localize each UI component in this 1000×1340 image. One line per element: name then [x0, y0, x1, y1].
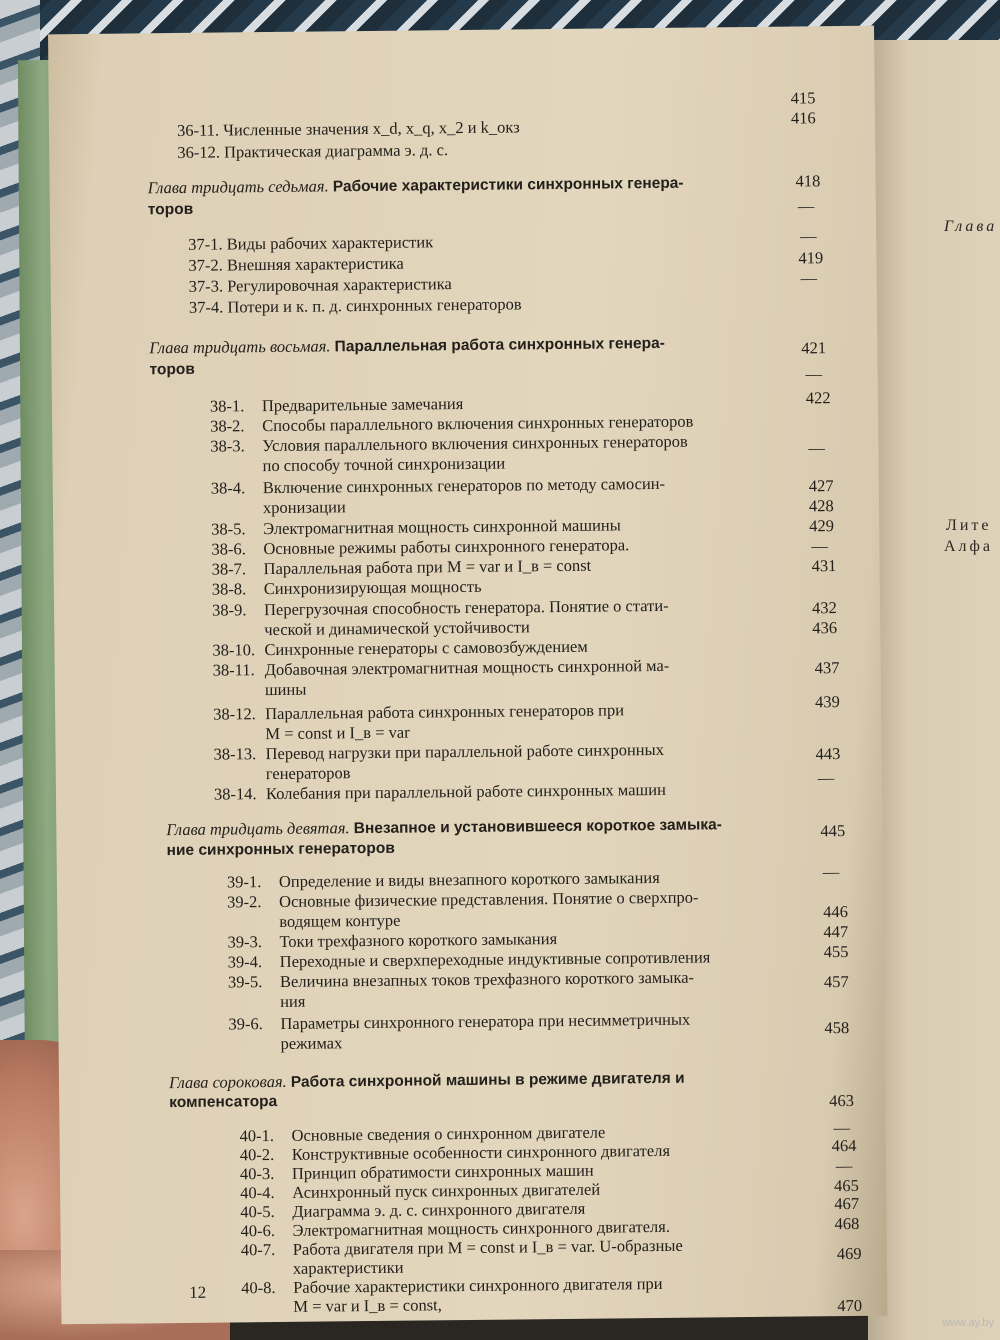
facing-page-text: Глава: [944, 218, 998, 235]
page-number: 419: [798, 248, 824, 268]
section-number: 40-6.: [240, 1221, 276, 1241]
page-number: 468: [834, 1213, 860, 1234]
section-number: 38-9.: [211, 600, 247, 620]
page-number: —: [822, 862, 840, 882]
toc-entry: [214, 780, 666, 804]
section-number: 38-6.: [211, 539, 246, 559]
section-number: 38-11.: [212, 660, 255, 680]
section-number: 39-2.: [227, 892, 262, 912]
section-title: Конструктивные особенности синхронного двигателя: [291, 1140, 671, 1164]
chapter-title-cont: ние синхронных генераторов: [166, 839, 395, 860]
page-number: 445: [820, 821, 846, 841]
section-number: 38-13.: [213, 744, 257, 764]
chapter-label: Глава сороковая.: [168, 1071, 287, 1093]
toc-entry: [213, 740, 664, 764]
page-number: 447: [823, 921, 849, 942]
page-number: 446: [823, 901, 849, 922]
toc-entry-cont: M = const и I_в = var: [265, 722, 410, 744]
section-title: Перегрузочная способность генератора. Понятие о стати-: [263, 595, 669, 620]
section-number: 37-2.: [188, 255, 223, 275]
chapter-title-cont: торов: [147, 200, 194, 219]
toc-entry: [241, 1236, 683, 1260]
toc-entry: [228, 1010, 690, 1034]
page-number: 455: [823, 941, 849, 962]
chapter-title-cont: торов: [149, 360, 195, 379]
chapter-title-cont: компенсатора: [169, 1092, 278, 1112]
section-number: 36-11.: [176, 120, 220, 140]
section-number: 39-4.: [227, 952, 263, 972]
chapter-label: Глава тридцать восьмая.: [149, 336, 331, 358]
toc-entry-cont: M = var и I_в = const,: [293, 1295, 442, 1316]
facing-page-text: Алфа: [944, 538, 994, 555]
section-number: 40-7.: [240, 1240, 276, 1260]
section-title: Включение синхронных генераторов по методу самосин-: [262, 473, 666, 498]
section-number: 40-5.: [240, 1202, 275, 1222]
page-number: 418: [795, 171, 821, 191]
chapter-heading: [148, 173, 684, 199]
section-title: Колебания при параллельной работе синхронных машин: [265, 779, 666, 804]
toc-entry: [177, 117, 520, 140]
page-number: 428: [808, 496, 834, 516]
toc-entry-cont: ческой и динамической устойчивости: [264, 617, 530, 640]
section-number: 38-10.: [212, 640, 256, 660]
section-title: Потери и к. п. д. синхронных генераторов: [227, 294, 522, 317]
page-number: —: [811, 536, 829, 556]
section-number: 37-1.: [188, 234, 223, 254]
page-number: —: [833, 1117, 851, 1138]
toc-entry-cont: ния: [280, 991, 306, 1011]
section-number: 38-8.: [211, 579, 247, 599]
section-title: Принцип обратимости синхронных машин: [291, 1160, 594, 1183]
page-number: 464: [831, 1135, 857, 1156]
section-title: Основные сведения о синхронном двигателе: [291, 1122, 606, 1145]
section-title: Параллельная работа при M = var и I_в = const: [263, 555, 592, 579]
page-number: 439: [814, 692, 840, 712]
page-number: —: [835, 1155, 853, 1176]
toc-entry-cont: генераторов: [265, 763, 351, 784]
page-number: —: [817, 768, 835, 788]
section-title: Определение и виды внезапного короткого замыкания: [278, 867, 660, 891]
section-title: Численные значения x_d, x_q, x_2 и k_окз: [223, 117, 520, 140]
page-number: 463: [829, 1090, 855, 1111]
page-number: 427: [808, 476, 834, 496]
section-number: 40-8.: [241, 1278, 276, 1298]
section-title: Работа двигателя при M = const и I_в = var. U-образные: [292, 1235, 683, 1259]
section-title: Параллельная работа синхронных генераторов при: [265, 700, 625, 724]
section-number: 39-3.: [227, 932, 263, 952]
section-number: 37-4.: [188, 297, 224, 317]
chapter-heading: [169, 1068, 685, 1093]
toc-entry: [212, 596, 669, 620]
toc-entry: [210, 432, 688, 456]
page-number: —: [800, 226, 817, 246]
page-number: —: [797, 196, 815, 216]
chapter-heading: [166, 814, 722, 840]
chapter-label: Глава тридцать девятая.: [166, 818, 350, 840]
toc-entry: [227, 888, 699, 912]
section-number: 38-7.: [211, 559, 247, 579]
toc-entry: [212, 637, 587, 660]
section-number: 39-5.: [227, 972, 263, 992]
toc-entry: [189, 294, 522, 316]
section-number: 38-5.: [211, 519, 246, 539]
toc-entry: [188, 232, 433, 254]
chapter-title: Параллельная работа синхронных генера-: [334, 334, 665, 356]
section-title: Виды рабочих характеристик: [226, 232, 434, 254]
chapter-label: Глава тридцать седьмая.: [147, 176, 329, 198]
page-number: 437: [814, 658, 840, 678]
section-title: Электромагнитная мощность синхронного двигателя.: [292, 1216, 671, 1240]
section-number: 39-6.: [228, 1014, 263, 1034]
section-title: Практическая диаграмма э. д. с.: [223, 140, 449, 162]
chapter-title: Рабочие характеристики синхронных генера-: [332, 174, 684, 196]
section-title: Основные физические представления. Понятие о сверхпро-: [279, 887, 699, 911]
section-title: Электромагнитная мощность синхронной машины: [263, 515, 621, 539]
section-number: 40-1.: [239, 1126, 275, 1146]
section-title: Переходные и сверхпереходные индуктивные сопротивления: [279, 947, 711, 971]
toc-entry: [212, 556, 592, 579]
page-number: 436: [812, 618, 838, 638]
toc-entry: [241, 1274, 663, 1297]
page-number: 469: [836, 1243, 862, 1264]
facing-page-text: Лите: [946, 517, 992, 534]
toc-entry-cont: характеристики: [292, 1257, 404, 1278]
toc-entry: [212, 577, 482, 599]
page-number: 421: [801, 338, 827, 358]
section-title: Условия параллельного включения синхронных генераторов: [262, 431, 688, 456]
chapter-title: Внезапное и установившееся короткое замыка-: [353, 816, 722, 838]
page-number: —: [805, 364, 823, 384]
section-title: Внешняя характеристика: [226, 253, 404, 275]
toc-entry-cont: хронизации: [262, 497, 346, 518]
section-title: Перевод нагрузки при параллельной работе синхронных: [265, 739, 665, 764]
page-number: 457: [823, 971, 849, 992]
toc-entry: [213, 700, 624, 723]
section-number: 40-3.: [239, 1164, 275, 1184]
toc-entry-cont: режимах: [280, 1033, 343, 1053]
toc-entry-cont: шины: [264, 679, 307, 700]
section-number: 38-14.: [213, 784, 257, 804]
toc-entry-cont: водящем контуре: [279, 910, 401, 931]
book-page: [48, 26, 887, 1325]
page-number: 416: [790, 108, 816, 128]
section-number: 39-1.: [226, 872, 262, 892]
section-title: Асинхронный пуск синхронных двигателей: [292, 1179, 601, 1202]
section-number: 38-12.: [213, 704, 256, 724]
toc-entry: [240, 1141, 670, 1165]
section-title: Основные режимы работы синхронного генератора.: [263, 535, 630, 559]
page-number: —: [808, 438, 825, 458]
facing-page: [868, 40, 1000, 1340]
section-number: 38-3.: [210, 436, 245, 456]
page-number: 429: [809, 516, 835, 536]
section-title: Регулировочная характеристика: [227, 274, 452, 296]
section-number: 38-4.: [210, 478, 246, 498]
page-number: 467: [834, 1193, 860, 1214]
page-number: 415: [790, 88, 816, 108]
section-title: Добавочная электромагнитная мощность синхронной ма-: [264, 655, 670, 680]
section-title: Токи трехфазного короткого замыкания: [279, 929, 558, 951]
section-title: Синхронизирующая мощность: [263, 576, 482, 599]
chapter-title: Работа синхронной машины в режиме двигателя и: [290, 1069, 685, 1091]
section-title: Диаграмма э. д. с. синхронного двигателя: [292, 1198, 586, 1221]
page-number: 432: [811, 598, 837, 618]
section-number: 36-12.: [177, 142, 220, 162]
toc-entry: [227, 929, 557, 951]
page-number: —: [800, 268, 818, 288]
section-number: 40-2.: [239, 1145, 275, 1165]
toc-entry: [188, 254, 403, 275]
page-folio: 12: [189, 1282, 207, 1302]
toc-entry-cont: по способу точной синхронизации: [262, 453, 506, 476]
section-number: 38-1.: [209, 396, 245, 416]
page-number: 458: [824, 1017, 850, 1038]
page-number: 465: [834, 1175, 859, 1196]
section-title: Способы параллельного включения синхронных генераторов: [262, 411, 694, 436]
section-title: Параметры синхронного генератора при несимметричных: [280, 1009, 691, 1033]
section-number: 37-3.: [188, 276, 224, 296]
section-title: Синхронные генераторы с самовозбуждением: [264, 636, 588, 660]
page-number: 470: [837, 1295, 863, 1316]
section-number: 40-4.: [240, 1183, 275, 1203]
section-title: Предварительные замечания: [261, 393, 464, 416]
toc-entry: [213, 656, 670, 680]
page-number: 422: [805, 388, 831, 408]
watermark: www.ay.by: [942, 1317, 994, 1329]
toc-entry: [210, 394, 464, 416]
section-number: 38-2.: [210, 416, 245, 436]
chapter-heading: [149, 333, 665, 358]
toc-entry: [211, 474, 665, 498]
toc-entry: [189, 274, 452, 296]
section-title: Величина внезапных токов трехфазного короткого замыка-: [279, 967, 695, 991]
page-number: 443: [815, 744, 841, 764]
page-number: 431: [811, 556, 837, 576]
section-title: Рабочие характеристики синхронного двигателя при: [293, 1273, 663, 1297]
toc-entry: [228, 968, 694, 992]
toc-entry: [177, 140, 448, 162]
